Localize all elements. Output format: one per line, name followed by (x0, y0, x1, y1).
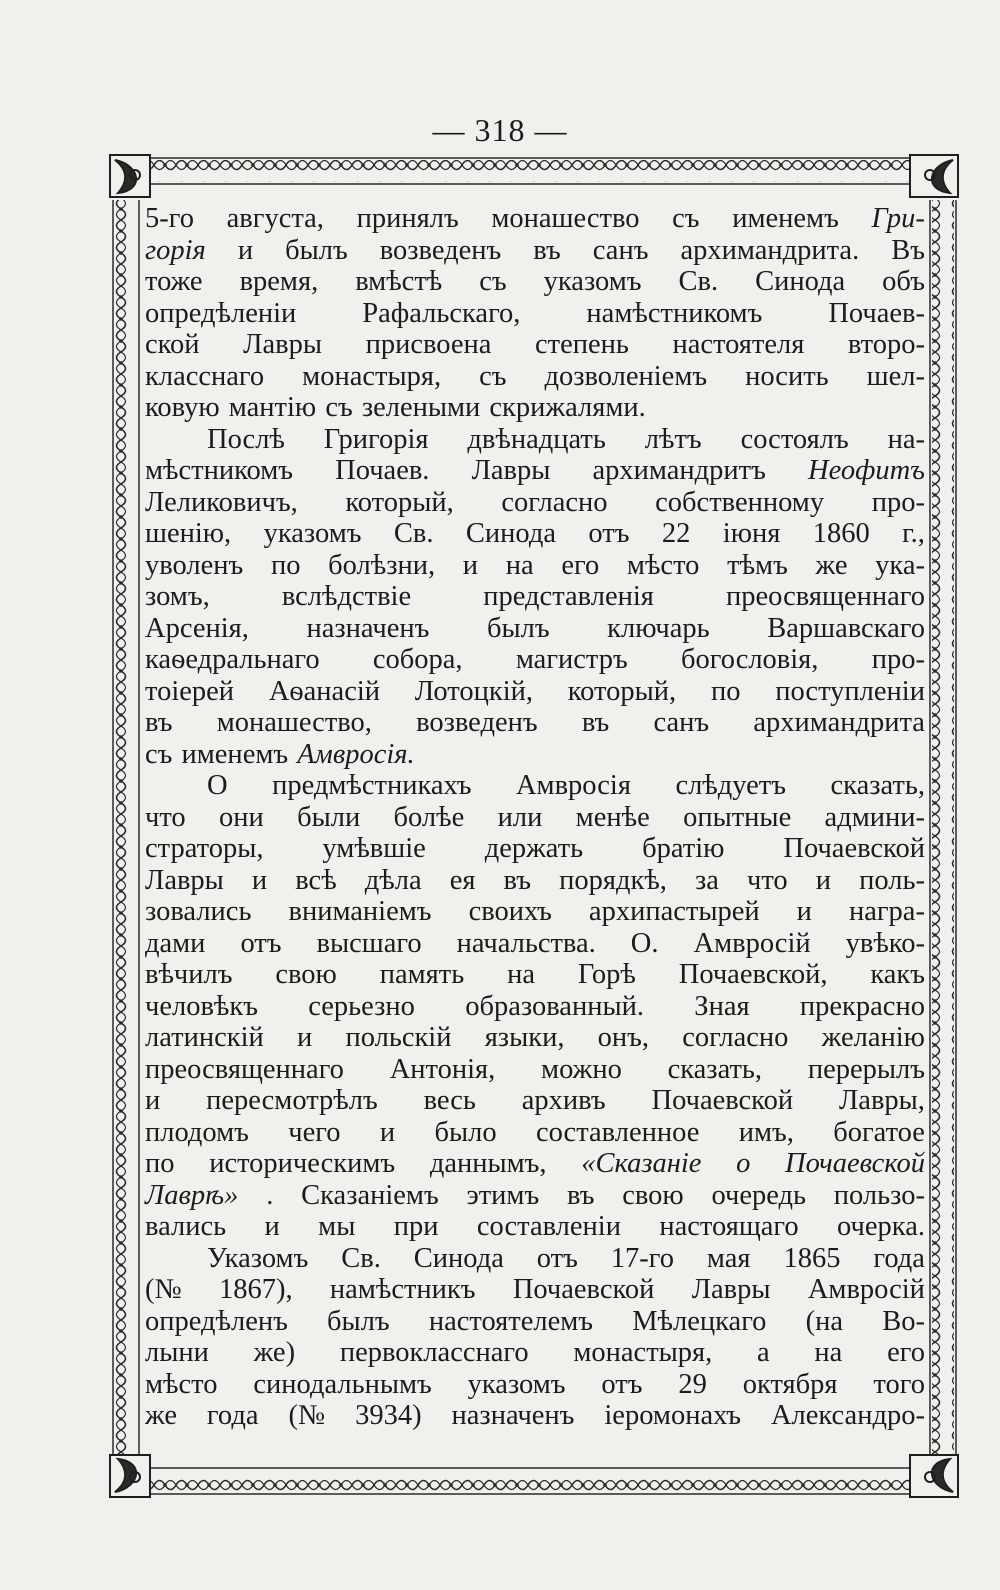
word: О. (630, 927, 659, 959)
word: объ (882, 266, 925, 297)
word: состоялъ (740, 423, 849, 455)
word: Сказаніемъ (301, 1179, 439, 1211)
word: мантію (228, 392, 317, 423)
word: присвоена (365, 329, 492, 360)
word: Леликовичъ, (145, 486, 298, 518)
word: и (796, 896, 812, 927)
text-line (145, 581, 925, 613)
text-line (145, 550, 925, 582)
body-text (145, 203, 925, 1432)
word: опредѣленъ (145, 1305, 288, 1337)
word: Арсенія, (145, 612, 249, 644)
word: санъ (653, 707, 710, 738)
word: Амвросій (807, 1274, 925, 1305)
word: Мѣлецкаго (632, 1305, 767, 1337)
text-line (145, 298, 925, 330)
text-line (145, 1400, 925, 1432)
word: возведенъ (379, 234, 502, 266)
text-line (145, 1337, 925, 1369)
word: Неофитъ (808, 455, 925, 486)
word: на- (887, 423, 925, 455)
word: былъ (486, 612, 550, 644)
word: же) (253, 1337, 296, 1368)
word: прекрасно (799, 990, 925, 1022)
word: въ (145, 707, 173, 738)
word: возведенъ (416, 707, 538, 738)
word: второ- (847, 329, 925, 360)
word: сказать, (667, 1053, 763, 1085)
word: санъ (592, 234, 649, 266)
text-line (145, 959, 925, 991)
word: г., (902, 518, 925, 549)
word: класснаго (145, 360, 265, 392)
word: мѣсто (626, 549, 700, 581)
word: магистръ (515, 644, 628, 675)
word: на (505, 549, 534, 581)
text-line (145, 518, 925, 550)
word: поступленіи (775, 675, 925, 707)
word: архипастырей (588, 896, 760, 927)
word: іюня (722, 518, 781, 549)
word: зелеными (361, 392, 481, 423)
word: на (814, 1337, 843, 1368)
word: О (207, 770, 228, 801)
word: же (815, 549, 848, 581)
word: Въ (891, 234, 925, 266)
word: мая (706, 1242, 751, 1274)
word: этимъ (466, 1179, 540, 1211)
word: ской (145, 329, 200, 360)
word: двѣнадцать (467, 423, 606, 455)
word: Почаев- (828, 297, 925, 329)
word: богатое (833, 1116, 925, 1148)
word: Указомъ (207, 1242, 309, 1274)
word: архимандритъ (592, 455, 766, 486)
word: 1865 (783, 1242, 841, 1274)
word: серьезно (308, 990, 415, 1022)
word: мы (318, 1211, 356, 1242)
text-line (145, 1085, 925, 1117)
word: Почаевской (785, 1148, 925, 1179)
word: архивъ (521, 1085, 606, 1116)
word: очерка. (837, 1211, 925, 1242)
word: Лавры (471, 455, 551, 486)
word: вслѣдствіе (281, 581, 412, 612)
text-line (145, 770, 925, 802)
word: настоящаго (659, 1211, 799, 1242)
word: Варшавскаго (767, 612, 925, 644)
word: согласно (682, 1022, 789, 1053)
word: Александро- (770, 1400, 925, 1431)
text-line (145, 1117, 925, 1149)
text-line (145, 644, 925, 676)
corner-ornament-top-right (910, 155, 958, 197)
word: преосвященнаго (726, 581, 925, 612)
text-line (145, 361, 925, 393)
word: языки, (484, 1022, 565, 1053)
word: за (695, 864, 719, 896)
word: съ (479, 360, 507, 392)
word: 5-го (145, 203, 194, 234)
word: своихъ (468, 896, 552, 927)
word: горія (145, 234, 206, 266)
word: свою (622, 1179, 684, 1211)
text-line (145, 1274, 925, 1306)
word: предмѣстникахъ (272, 770, 472, 801)
word: вмѣстѣ (355, 266, 443, 297)
word: монашество, (216, 707, 372, 738)
word: года (206, 1400, 259, 1431)
text-line (145, 1054, 925, 1086)
word: Почаев. (335, 455, 430, 486)
word: и (296, 1022, 313, 1053)
word: именемъ (181, 738, 289, 770)
word: ука- (875, 549, 925, 581)
word: при (393, 1211, 439, 1242)
word: Амвросій (693, 927, 811, 959)
word: 22 (661, 518, 691, 549)
word: намѣстникомъ (586, 297, 763, 329)
word: перерылъ (807, 1053, 925, 1085)
word: админи- (824, 801, 925, 833)
word: «Сказаніе (581, 1148, 702, 1179)
word: отъ (536, 1242, 578, 1274)
text-line (145, 1180, 925, 1212)
word: носить (745, 360, 829, 392)
word: составленіи (476, 1211, 621, 1242)
word: братію (642, 833, 725, 864)
word: менѣе (575, 801, 650, 833)
word: про- (871, 644, 925, 675)
text-line (145, 991, 925, 1023)
word: его (887, 1337, 925, 1368)
word: его (561, 549, 600, 581)
word: слѣдуетъ (675, 770, 787, 801)
word: увѣко- (845, 927, 925, 959)
word: именемъ (732, 203, 839, 234)
text-line (145, 392, 925, 424)
word: мѣсто (145, 1368, 218, 1400)
word: августа, (226, 203, 324, 234)
word: опытные (683, 801, 792, 833)
word: тоіерей (145, 675, 235, 707)
word: весь (423, 1085, 476, 1116)
word: собственному (655, 486, 825, 518)
corner-ornament-top-left (110, 155, 150, 197)
word: который, (567, 675, 677, 707)
word: Св. (341, 1242, 381, 1274)
word: Синода (755, 266, 846, 297)
word: составленное (535, 1116, 700, 1148)
corner-ornament-bottom-left (110, 1455, 150, 1497)
word: человѣкъ (145, 990, 258, 1022)
word: настоятелемъ (428, 1305, 594, 1337)
word: монастыря, (302, 360, 442, 392)
word: мѣстникомъ (145, 455, 293, 486)
word: Лавры (691, 1274, 771, 1305)
word: свою (275, 959, 337, 990)
word: Лавры (145, 864, 224, 896)
word: намѣстникъ (329, 1274, 476, 1305)
word: а (757, 1337, 770, 1368)
text-line (145, 676, 925, 708)
word: страторы, (145, 833, 264, 864)
word: вниманіемъ (288, 896, 432, 927)
text-line (145, 1306, 925, 1338)
word: того (873, 1368, 925, 1400)
word: назначенъ (451, 1400, 575, 1431)
word: пользо- (833, 1179, 925, 1211)
word: указомъ (543, 266, 642, 297)
text-line (145, 203, 925, 235)
word: болѣзни, (328, 549, 436, 581)
word: историческимъ (209, 1148, 396, 1179)
text-line (145, 613, 925, 645)
word: 17-го (610, 1242, 674, 1274)
word: про- (871, 486, 925, 518)
word: имъ, (738, 1116, 794, 1148)
word: . (266, 1179, 274, 1211)
word: Синода (465, 518, 556, 549)
word: который, (345, 486, 454, 518)
text-line (145, 896, 925, 928)
word: на (507, 959, 536, 990)
word: тѣмъ (727, 549, 788, 581)
word: Лавры, (838, 1085, 925, 1116)
word: вались (145, 1211, 227, 1242)
word: монастыря, (573, 1337, 713, 1368)
word: дѣла (364, 864, 422, 896)
word: Лаврѣ» (145, 1179, 239, 1211)
word: Аѳанасій (268, 675, 381, 707)
word: октября (742, 1368, 838, 1400)
word: (на (805, 1305, 844, 1337)
word: высшаго (316, 927, 422, 959)
text-line (145, 1369, 925, 1401)
text-line (145, 1148, 925, 1180)
word: всѣ (295, 864, 337, 896)
text-line (145, 865, 925, 897)
word: Св. (393, 518, 434, 549)
word: очередь (711, 1179, 807, 1211)
word: Амвросія. (297, 738, 415, 770)
word: Рафальскаго, (362, 297, 521, 329)
word: что (747, 864, 788, 896)
text-line (145, 329, 925, 361)
word: болѣе (393, 801, 465, 833)
word: тоже (145, 266, 203, 297)
word: былъ (327, 1305, 390, 1337)
word: и (462, 549, 479, 581)
word: Григорія (323, 423, 429, 455)
word: по (270, 549, 301, 581)
word: можно (541, 1053, 622, 1085)
word: согласно (501, 486, 608, 518)
word: чего (288, 1116, 341, 1148)
word: Лотоцкій, (414, 675, 534, 707)
word: память (379, 959, 465, 990)
text-line (145, 1243, 925, 1275)
word: принялъ (356, 203, 459, 234)
word: лѣтъ (644, 423, 702, 455)
word: награ- (848, 896, 925, 927)
word: представленія (483, 581, 654, 612)
word: вѣчилъ (145, 959, 233, 990)
word: же (145, 1400, 177, 1431)
word: архимандрита (753, 707, 925, 738)
text-line (145, 707, 925, 739)
word: шенію, (145, 518, 232, 549)
word: (№ (145, 1274, 182, 1305)
word: первокласснаго (339, 1337, 529, 1368)
word: 29 (678, 1368, 707, 1400)
word: и (264, 1211, 280, 1242)
word: шел- (866, 360, 925, 392)
word: (№ (288, 1400, 326, 1431)
text-line (145, 235, 925, 267)
word: держать (484, 833, 584, 864)
word: онъ, (597, 1022, 650, 1053)
word: ея (449, 864, 476, 896)
page-number: — 318 — (432, 112, 568, 148)
word: въ (503, 864, 532, 896)
word: даннымъ, (429, 1148, 547, 1179)
word: года (873, 1242, 925, 1274)
word: Синода (413, 1242, 504, 1274)
word: съ (145, 738, 173, 770)
word: Лавры (243, 329, 322, 360)
text-line (145, 1022, 925, 1054)
word: дозволеніемъ (544, 360, 708, 392)
text-line (145, 802, 925, 834)
word: указомъ (467, 1368, 566, 1400)
word: и (237, 234, 254, 266)
text-line (145, 455, 925, 487)
word: съ (479, 266, 507, 297)
word: іеромонахъ (604, 1400, 742, 1431)
word: по (710, 675, 741, 707)
word: плодомъ (145, 1116, 249, 1148)
word: поль- (859, 864, 925, 896)
word: было (434, 1116, 497, 1148)
word: отъ (588, 518, 630, 549)
word: Гри- (871, 203, 925, 234)
word: Почаевской (651, 1085, 794, 1116)
text-line (145, 833, 925, 865)
word: что (145, 801, 186, 833)
word: польскій (345, 1022, 452, 1053)
corner-ornament-bottom-right (910, 1455, 958, 1497)
word: дами (145, 927, 206, 959)
word: Во- (882, 1305, 925, 1337)
word: въ (566, 1179, 595, 1211)
word: сказать, (830, 770, 925, 801)
word: ковую (145, 392, 220, 423)
word: по (145, 1148, 175, 1179)
word: собора, (372, 644, 463, 675)
word: Св. (678, 266, 719, 297)
word: Амвросія (515, 770, 631, 801)
word: какъ (870, 959, 925, 990)
word: отъ (601, 1368, 643, 1400)
word: лыни (145, 1337, 209, 1368)
word: и (815, 864, 832, 896)
word: богословія, (681, 644, 819, 675)
word: настоятеля (672, 329, 805, 360)
text-line (145, 424, 925, 456)
word: зомъ, (145, 581, 210, 612)
word: зовались (145, 896, 252, 927)
text-line (145, 487, 925, 519)
word: умѣвшіе (322, 833, 426, 864)
word: и (379, 1116, 396, 1148)
word: степень (534, 329, 629, 360)
word: 1860 (812, 518, 870, 549)
word: отъ (240, 927, 282, 959)
word: о (736, 1148, 751, 1179)
word: и (251, 864, 268, 896)
word: скрижалями. (489, 392, 646, 423)
word: Почаевской, (678, 959, 828, 990)
word: съ (325, 392, 353, 423)
word: Антонія, (389, 1053, 496, 1085)
word: преосвященнаго (145, 1053, 344, 1085)
word: 1867), (218, 1274, 293, 1305)
text-line (145, 266, 925, 298)
word: монашество (491, 203, 640, 234)
text-line (145, 739, 925, 771)
word: и (145, 1085, 161, 1116)
word: указомъ (263, 518, 362, 549)
word: съ (672, 203, 700, 234)
word: время, (239, 266, 319, 297)
word: 3934) (355, 1400, 422, 1431)
word: они (219, 801, 264, 833)
word: были (297, 801, 361, 833)
word: желанію (821, 1022, 925, 1053)
word: пересмотрѣлъ (206, 1085, 378, 1116)
word: синодальнымъ (253, 1368, 432, 1400)
word: въ (533, 234, 561, 266)
word: архимандрита. (680, 234, 860, 266)
word: былъ (285, 234, 348, 266)
word: Почаевской (783, 833, 925, 864)
word: порядкѣ, (559, 864, 667, 896)
word: Послѣ (207, 423, 285, 455)
word: каѳедральнаго (145, 644, 320, 675)
word: Зная (694, 990, 750, 1022)
word: Горѣ (577, 959, 636, 990)
word: начальства. (456, 927, 596, 959)
text-line (145, 928, 925, 960)
text-line (145, 1211, 925, 1243)
word: Почаевской (512, 1274, 655, 1305)
word: ключарь (607, 612, 710, 644)
word: образованный. (465, 990, 644, 1022)
word: назначенъ (306, 612, 430, 644)
word: или (497, 801, 543, 833)
word: въ (581, 707, 610, 738)
word: уволенъ (145, 549, 244, 581)
word: латинскій (145, 1022, 264, 1053)
word: опредѣленіи (145, 297, 297, 329)
